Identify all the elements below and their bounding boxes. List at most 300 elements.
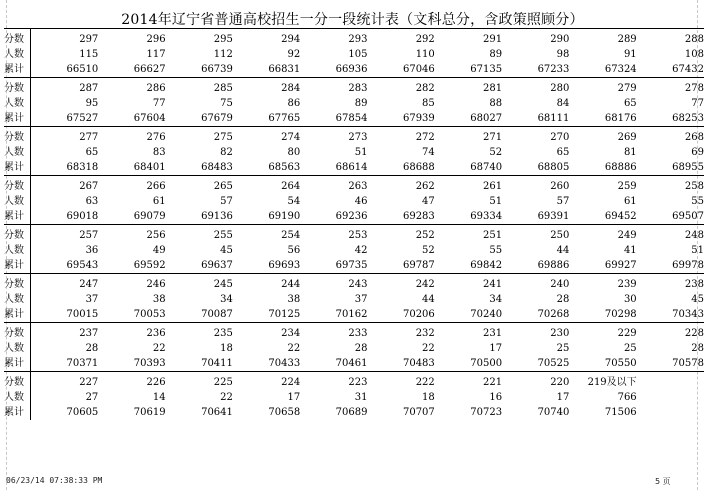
table-cell: 69507 [672,211,704,222]
table-cell: 28 [691,343,704,354]
table-cell: 68886 [604,162,637,173]
table-cell: 230 [550,328,570,339]
row-label-count: 人数 [4,196,24,207]
table-cell: 84 [556,98,570,109]
table-cell: 41 [623,245,637,256]
table-cell: 70723 [470,407,503,418]
table-cell: 70500 [470,358,503,369]
row-label-count: 人数 [4,294,24,305]
table-cell: 69079 [133,211,166,222]
table-cell: 70689 [335,407,368,418]
table-block [4,224,704,273]
table-block [4,77,704,126]
table-cell: 70268 [537,309,570,320]
table-cell: 67324 [604,64,637,75]
table-cell: 272 [415,132,435,143]
table-cell: 68805 [537,162,570,173]
table-cell: 69136 [201,211,233,222]
table-cell: 236 [146,328,166,339]
table-cell: 67432 [672,64,704,75]
table-row-count [4,47,704,62]
label-column-divider [30,29,31,77]
table-cell: 61 [152,196,166,207]
table-cell: 70658 [268,407,301,418]
table-cell: 221 [482,377,503,388]
table-cell [637,390,704,405]
table-cell: 254 [281,230,301,241]
table-cell: 68688 [402,162,435,173]
table-cell: 69018 [66,211,99,222]
table-cell: 70578 [672,358,704,369]
table-cell: 44 [422,294,435,305]
table-cell: 70619 [133,407,166,418]
row-label-cumulative: 累计 [4,309,24,320]
table-cell: 51 [489,196,503,207]
table-cell: 67939 [402,113,435,124]
table-cell: 71506 [604,407,637,418]
table-cell: 294 [281,34,301,45]
row-label-score: 分数 [4,34,24,45]
table-cell: 269 [617,132,637,143]
table-cell: 264 [281,181,301,192]
table-cell: 70483 [402,358,435,369]
table-cell: 51 [691,245,704,256]
table-cell: 70641 [201,407,233,418]
table-cell: 256 [146,230,166,241]
table-cell: 289 [617,34,637,45]
table-cell: 89 [354,98,368,109]
table-cell: 65 [623,98,637,109]
table-cell: 297 [79,34,99,45]
table-cell: 68027 [470,113,503,124]
label-column-divider [30,176,31,224]
table-cell: 270 [550,132,570,143]
table-cell: 44 [556,245,570,256]
table-cell: 278 [684,83,704,94]
table-cell: 37 [354,294,368,305]
row-label-score: 分数 [4,230,24,241]
table-cell: 280 [550,83,570,94]
table-cell: 288 [684,34,704,45]
table-cell: 260 [550,181,570,192]
table-cell: 222 [415,377,435,388]
table-cell: 282 [415,83,435,94]
table-cell: 243 [348,279,368,290]
table-cell: 258 [684,181,704,192]
table-block [4,28,704,77]
table-cell: 70053 [133,309,166,320]
table-cell: 110 [415,49,435,60]
row-label-cumulative: 累计 [4,358,24,369]
print-timestamp: 06/23/14 07:38:33 PM [6,476,103,485]
table-cell: 69886 [537,260,570,271]
table-cell: 51 [354,147,368,158]
table-cell: 69 [691,147,704,158]
table-row-score [4,228,704,243]
table-cell: 69283 [402,211,435,222]
table-cell: 249 [617,230,637,241]
table-cell: 55 [691,196,704,207]
table-cell: 233 [348,328,368,339]
table-cell: 290 [550,34,570,45]
table-cell: 66831 [268,64,301,75]
table-row-count [4,243,704,258]
table-cell: 56 [287,245,301,256]
table-cell: 69592 [133,260,166,271]
table-cell: 105 [348,49,368,60]
table-cell: 253 [348,230,368,241]
table-cell: 242 [415,279,435,290]
table-cell: 80 [287,147,301,158]
table-cell: 250 [550,230,570,241]
table-cell: 265 [213,181,233,192]
table-cell: 224 [281,377,301,388]
table-cell: 81 [623,147,637,158]
table-cell: 54 [287,196,301,207]
table-cell: 30 [623,294,637,305]
table-cell: 226 [146,377,166,388]
table-cell: 70707 [402,407,435,418]
table-cell: 67854 [335,113,368,124]
row-label-cumulative: 累计 [4,260,24,271]
table-cell: 82 [220,147,233,158]
table-cell: 69543 [66,260,99,271]
table-cell: 69236 [335,211,368,222]
table-cell: 248 [684,230,704,241]
table-cell: 220 [550,377,570,388]
table-cell: 38 [152,294,166,305]
label-column-divider [30,78,31,126]
table-cell: 247 [79,279,99,290]
row-label-cumulative: 累计 [4,113,24,124]
table-cell: 115 [79,49,99,60]
table-cell: 65 [85,147,99,158]
table-cell: 225 [213,377,233,388]
label-column-divider [30,225,31,273]
table-cell: 67233 [537,64,570,75]
table-cell: 292 [415,34,435,45]
table-cell: 28 [354,343,368,354]
table-cell: 259 [617,181,637,192]
table-cell: 95 [85,98,99,109]
table-row-count [4,96,704,111]
table-cell: 70393 [133,358,166,369]
table-cell: 69787 [402,260,435,271]
table-cell [637,405,704,420]
table-cell: 28 [85,343,99,354]
table-cell: 283 [348,83,368,94]
score-distribution-table [4,28,704,420]
table-cell: 61 [623,196,637,207]
table-cell: 45 [691,294,704,305]
table-row-cumulative [4,258,704,273]
table-cell: 287 [79,83,99,94]
table-cell: 67046 [402,64,435,75]
table-cell: 69334 [470,211,503,222]
table-cell: 70125 [268,309,301,320]
page-title: 2014年辽宁省普通高校招生一分一段统计表（文科总分，含政策照顾分） [121,12,584,28]
table-cell: 68614 [335,162,368,173]
table-cell: 275 [213,132,233,143]
table-cell: 66739 [201,64,233,75]
table-cell: 68401 [133,162,166,173]
table-cell: 70433 [268,358,301,369]
table-cell: 239 [617,279,637,290]
table-cell: 70740 [537,407,570,418]
table-cell: 70240 [470,309,503,320]
table-cell: 66936 [335,64,368,75]
table-row-cumulative [4,405,704,420]
table-cell: 232 [415,328,435,339]
table-cell: 98 [556,49,570,60]
table-cell: 70087 [201,309,233,320]
table-cell: 69927 [604,260,637,271]
row-label-cumulative: 累计 [4,211,24,222]
table-row-count [4,341,704,356]
table-cell: 262 [415,181,435,192]
table-row-count [4,292,704,307]
row-label-score: 分数 [4,181,24,192]
table-row-cumulative [4,307,704,322]
table-cell: 16 [489,392,503,403]
row-label-cumulative: 累计 [4,407,24,418]
table-cell: 70605 [66,407,99,418]
table-cell: 68253 [672,113,704,124]
table-cell: 74 [422,147,435,158]
table-cell: 38 [287,294,301,305]
table-cell: 18 [220,343,233,354]
label-column-divider [30,372,31,420]
table-cell: 240 [550,279,570,290]
table-cell: 69452 [604,211,637,222]
row-label-cumulative: 累计 [4,64,24,75]
table-block [4,371,704,420]
table-cell: 91 [623,49,637,60]
table-cell: 273 [348,132,368,143]
page-number: 5 页 [655,477,671,486]
table-cell: 271 [482,132,503,143]
table-cell: 70411 [201,358,233,369]
row-label-score: 分数 [4,83,24,94]
table-cell: 69735 [335,260,368,271]
table-cell: 68563 [268,162,301,173]
table-cell: 227 [79,377,99,388]
table-cell: 263 [348,181,368,192]
row-label-score: 分数 [4,132,24,143]
table-cell: 251 [482,230,503,241]
table-cell: 70525 [537,358,570,369]
table-cell: 36 [85,245,99,256]
table-block [4,322,704,371]
table-row-count [4,390,704,405]
table-cell: 85 [422,98,435,109]
table-cell: 66627 [133,64,166,75]
table-cell: 231 [482,328,503,339]
table-cell: 70298 [604,309,637,320]
table-cell: 293 [348,34,368,45]
table-row-cumulative [4,356,704,371]
table-cell: 284 [281,83,301,94]
table-cell: 92 [287,49,301,60]
row-label-count: 人数 [4,245,24,256]
row-label-count: 人数 [4,147,24,158]
table-cell: 22 [152,343,166,354]
table-cell: 22 [220,392,233,403]
table-cell: 37 [85,294,99,305]
row-label-count: 人数 [4,392,24,403]
table-cell: 70206 [402,309,435,320]
table-cell: 68740 [470,162,503,173]
table-cell: 276 [146,132,166,143]
table-cell: 25 [623,343,637,354]
table-cell: 57 [556,196,570,207]
table-cell: 67679 [201,113,233,124]
table-cell: 88 [489,98,503,109]
table-row-score [4,179,704,194]
table-cell: 257 [79,230,99,241]
table-cell: 22 [287,343,301,354]
table-cell: 18 [422,392,435,403]
table-cell: 55 [489,245,503,256]
table-cell: 237 [79,328,99,339]
table-row-cumulative [4,62,704,77]
table-cell: 69978 [672,260,704,271]
table-cell: 234 [281,328,301,339]
table-cell: 70343 [672,309,704,320]
table-block [4,175,704,224]
table-cell: 68318 [66,162,99,173]
table-cell: 67604 [133,113,166,124]
table-cell: 22 [422,343,435,354]
table-row-cumulative [4,209,704,224]
table-cell: 66510 [66,64,99,75]
table-cell: 17 [489,343,503,354]
table-cell: 285 [213,83,233,94]
table-cell: 31 [354,392,368,403]
table-cell: 267 [79,181,99,192]
table-row-cumulative [4,111,704,126]
table-cell: 261 [482,181,503,192]
table-cell: 279 [617,83,637,94]
table-cell: 77 [152,98,166,109]
table-cell: 274 [281,132,301,143]
table-cell: 266 [146,181,166,192]
table-row-score [4,375,704,390]
table-row-score [4,130,704,145]
table-cell: 68111 [537,113,570,124]
table-row-count [4,145,704,160]
table-cell: 766 [617,392,637,403]
table-cell: 52 [422,245,435,256]
table-cell: 238 [684,279,704,290]
table-cell: 277 [79,132,99,143]
row-label-score: 分数 [4,279,24,290]
table-cell: 235 [213,328,233,339]
table-cell: 70015 [66,309,99,320]
table-cell: 70371 [66,358,99,369]
table-cell: 69693 [268,260,301,271]
table-cell: 295 [213,34,233,45]
table-cell: 252 [415,230,435,241]
table-cell: 34 [489,294,503,305]
table-cell: 28 [556,294,570,305]
table-cell: 42 [354,245,368,256]
table-cell: 112 [213,49,233,60]
table-cell: 223 [348,377,368,388]
table-block [4,273,704,322]
table-cell: 46 [354,196,368,207]
table-cell: 117 [146,49,166,60]
table-cell: 17 [287,392,301,403]
table-cell: 89 [489,49,503,60]
table-cell: 34 [220,294,233,305]
table-cell: 296 [146,34,166,45]
table-row-count [4,194,704,209]
table-cell: 77 [691,98,704,109]
table-cell: 68176 [604,113,637,124]
row-label-score: 分数 [4,328,24,339]
table-row-score [4,326,704,341]
label-column-divider [30,274,31,322]
table-row-score [4,32,704,47]
table-cell: 229 [617,328,637,339]
table-cell: 68483 [201,162,233,173]
table-cell: 65 [556,147,570,158]
table-cell: 67527 [66,113,99,124]
table-cell: 68955 [672,162,704,173]
table-cell: 246 [146,279,166,290]
row-label-count: 人数 [4,49,24,60]
row-label-count: 人数 [4,343,24,354]
table-cell: 67765 [268,113,301,124]
table-cell: 47 [422,196,435,207]
table-cell: 69190 [268,211,301,222]
table-cell: 70162 [335,309,368,320]
table-cell: 45 [220,245,233,256]
table-cell: 67135 [470,64,503,75]
table-cell: 281 [482,83,503,94]
table-cell: 245 [213,279,233,290]
table-cell: 52 [489,147,503,158]
table-cell: 70550 [604,358,637,369]
label-column-divider [30,323,31,371]
table-cell: 70461 [335,358,368,369]
table-cell: 14 [152,392,166,403]
row-label-cumulative: 累计 [4,162,24,173]
table-cell: 57 [220,196,233,207]
table-cell: 268 [684,132,704,143]
table-cell: 69842 [470,260,503,271]
table-row-score [4,277,704,292]
table-cell: 291 [482,34,503,45]
table-cell: 75 [220,98,233,109]
table-cell [637,375,704,390]
table-cell: 17 [556,392,570,403]
table-cell: 25 [556,343,570,354]
table-block [4,126,704,175]
table-cell: 86 [287,98,301,109]
table-cell: 219及以下 [587,377,637,388]
row-label-score: 分数 [4,377,24,388]
row-label-count: 人数 [4,98,24,109]
table-cell: 108 [684,49,704,60]
table-cell: 228 [684,328,704,339]
table-cell: 286 [146,83,166,94]
table-cell: 63 [85,196,99,207]
table-cell: 255 [213,230,233,241]
table-row-cumulative [4,160,704,175]
table-cell: 69391 [537,211,570,222]
